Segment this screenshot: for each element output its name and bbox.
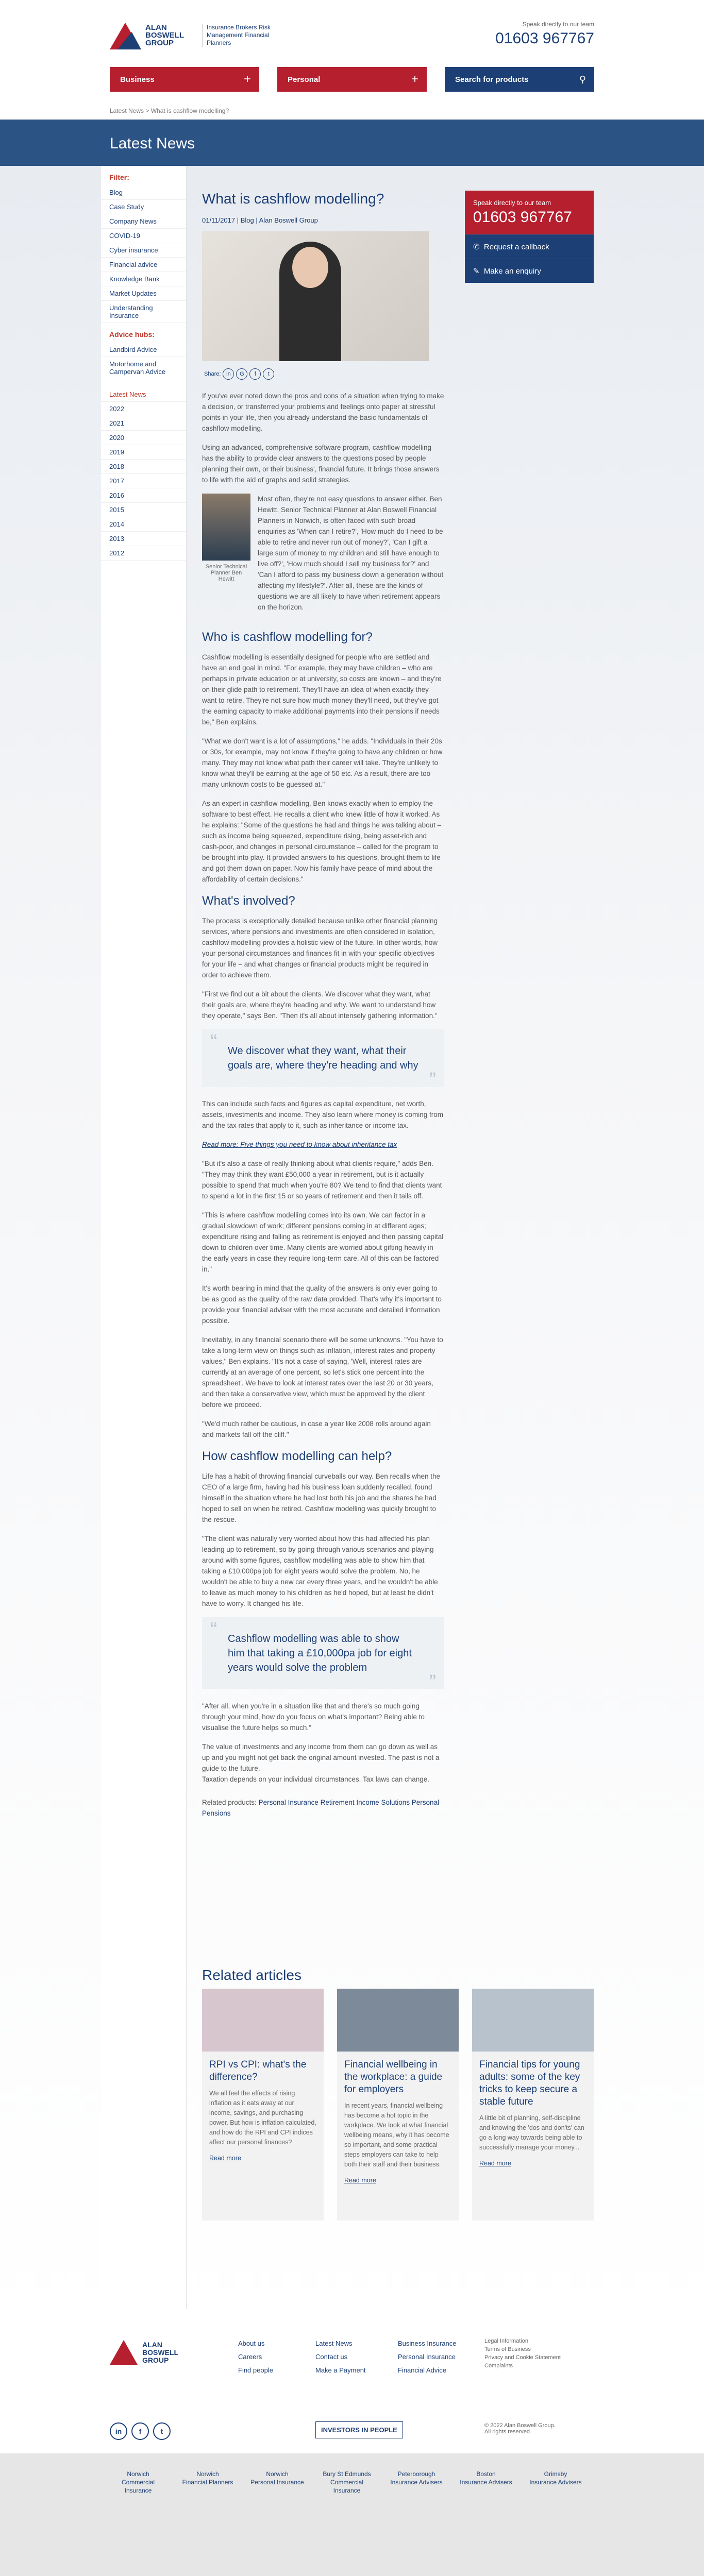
article-category[interactable]: Blog bbox=[240, 216, 254, 224]
share-bar bbox=[202, 368, 444, 380]
page-title: Latest News bbox=[110, 135, 195, 152]
paragraph: "This is where cashflow modelling comes into its own. We can factor in a gradual slowdown of work; different pensions coming in at different ages; expenditure rising and falling as retirement is enjoyed and then passing capital down to children over time. Many clients are worried about gifting heavily in the early years in case they require long-term care. All of this can be factored in." bbox=[202, 1211, 444, 1273]
brand-tagline: Insurance Brokers Risk Management Financial Planners bbox=[202, 24, 284, 47]
office-town: Bury St Edmunds bbox=[323, 2470, 371, 2478]
search-icon[interactable]: ⚲ bbox=[579, 74, 586, 84]
plus-icon: + bbox=[411, 72, 418, 86]
main-nav bbox=[110, 67, 594, 92]
card-title[interactable]: RPI vs CPI: what's the difference? bbox=[209, 2059, 307, 2082]
pull-quote bbox=[202, 1617, 444, 1693]
sidebar-year-item[interactable]: 2014 bbox=[101, 517, 186, 532]
linkedin-icon[interactable]: in bbox=[223, 368, 234, 380]
paragraph: Using an advanced, comprehensive software program, cashflow modelling has the ability to provide clear answers to the questions posed by people planning their own, or their business', financial future. It brings those answers to life with the aid of graphs and solid strategies. bbox=[202, 444, 440, 484]
paragraph: The process is exceptionally detailed because unlike other financial planning services, where pensions and investments are often considered in isolation, cashflow modelling provides a holistic view of the future. In other words, how your personal circumstances and finances fit in with your specific objectives for your life – and what changes or financial products might be required in order to achieve them. bbox=[202, 917, 438, 979]
office-type: Insurance Advisers bbox=[529, 2479, 582, 2486]
paragraph: As an expert in cashflow modelling, Ben knows exactly when to employ the software to best effect. He recalls a client who knew little of how it worked. As he explains: "Some of the questions he had and things he was talking about – such as income being squeezed, expenditure rising, being asset-rich and cash-poor, and changes in personal circumstance – called for the program to be brought into play. It provided answers to his questions, brought them to life and got them down on paper. Now his family have peace of mind about the affordability of certain decisions." bbox=[202, 800, 442, 883]
card-title[interactable]: Financial tips for young adults: some of the key tricks to keep secure a stable future bbox=[479, 2059, 580, 2107]
footer-col-2 bbox=[315, 2337, 366, 2377]
cta-speak-label: Speak directly to our team bbox=[473, 199, 551, 207]
person-face bbox=[292, 247, 328, 288]
profile-block bbox=[202, 494, 444, 621]
quote-close-icon: ” bbox=[429, 1671, 436, 1693]
paragraph: "The client was naturally very worried about how this had affected his plan leading up to retirement, so by going through various scenarios and playing around with some figures, cashflow modelling was able to show him that taking a £10,000pa job for eight years would solve the problem. No, he wouldn't be able to buy a new car every three years, and he wouldn't be able to leave as much money to his children as he'd hoped, but at least he didn't have to worry. It changed his life. bbox=[202, 1535, 438, 1607]
office-town: Grimsby bbox=[544, 2470, 567, 2478]
article-photo bbox=[202, 231, 429, 361]
sidebar bbox=[101, 166, 187, 2309]
quote-close-icon: ” bbox=[429, 1069, 436, 1091]
filter-heading: Filter: bbox=[109, 173, 129, 181]
sidebar-item[interactable]: Case Study bbox=[101, 200, 186, 214]
search-input[interactable] bbox=[445, 67, 594, 92]
office-type: Personal Insurance bbox=[250, 2479, 304, 2486]
callback-label: Request a callback bbox=[483, 243, 549, 251]
request-callback-button[interactable] bbox=[465, 234, 594, 259]
offices-bar bbox=[0, 2453, 704, 2576]
footer-link[interactable]: About us bbox=[238, 2340, 265, 2347]
section-heading: Who is cashflow modelling for? bbox=[202, 630, 373, 644]
sidebar-hub-item[interactable]: Motorhome and Campervan Advice bbox=[101, 357, 186, 379]
sidebar-year-item[interactable]: 2017 bbox=[101, 474, 186, 488]
google-icon[interactable]: G bbox=[236, 368, 247, 380]
brand-name[interactable]: ALAN BOSWELL GROUP bbox=[145, 23, 184, 47]
contact-panel bbox=[465, 191, 594, 283]
pull-quote bbox=[202, 1029, 444, 1091]
make-enquiry-button[interactable] bbox=[465, 259, 594, 283]
card-image bbox=[202, 1989, 324, 2052]
breadcrumb bbox=[110, 107, 229, 114]
office-town: Norwich bbox=[127, 2470, 149, 2478]
footer-col-3 bbox=[398, 2337, 456, 2377]
article-author[interactable]: Alan Boswell Group bbox=[259, 216, 318, 224]
sidebar-item[interactable]: COVID-19 bbox=[101, 229, 186, 243]
plus-icon: + bbox=[243, 72, 251, 86]
article-title: What is cashflow modelling? bbox=[202, 191, 384, 207]
card-read-more[interactable]: Read more bbox=[479, 2160, 511, 2167]
paragraph: Life has a habit of throwing financial curveballs our way. Ben recalls when the CEO of a large firm, having had his business loan suddenly recalled, found himself in the situation where he had lost both his job and the shares he had hoped to sell on when he retired. Cashflow modelling was quickly brought to the rescue. bbox=[202, 1472, 441, 1523]
footer-legal bbox=[484, 2337, 561, 2370]
header-phone[interactable]: 01603 967767 bbox=[495, 30, 594, 47]
office-type: Insurance Advisers bbox=[390, 2479, 443, 2486]
sidebar-item[interactable]: Financial advice bbox=[101, 258, 186, 272]
related-heading: Related articles bbox=[202, 1967, 301, 1983]
footer-brand: ALAN BOSWELL GROUP bbox=[142, 2341, 178, 2364]
nav-personal-button[interactable] bbox=[277, 67, 427, 92]
paragraph: It's worth bearing in mind that the quality of the answers is only ever going to be as good as the quality of the raw data provided. That's why it's important to provide your financial adviser with the most accurate and detailed information possible. bbox=[202, 1284, 442, 1325]
office-town: Boston bbox=[476, 2470, 496, 2478]
copyright: © 2022 Alan Boswell Group. All rights reserved bbox=[484, 2422, 556, 2435]
card-title[interactable]: Financial wellbeing in the workplace: a guide for employers bbox=[344, 2059, 443, 2095]
sidebar-year-item[interactable]: 2022 bbox=[101, 402, 186, 416]
related-products-label: Related products: bbox=[202, 1799, 257, 1806]
card-image bbox=[337, 1989, 459, 2052]
sidebar-year-item[interactable]: Latest News bbox=[101, 387, 186, 402]
sidebar-hub-item[interactable]: Landbird Advice bbox=[101, 343, 186, 357]
linkedin-icon[interactable]: in bbox=[110, 2422, 127, 2440]
footer-link[interactable]: Careers bbox=[238, 2353, 262, 2361]
office-type: Insurance Advisers bbox=[460, 2479, 512, 2486]
footer-link[interactable]: Find people bbox=[238, 2366, 273, 2374]
phone-icon: ✆ bbox=[473, 243, 480, 251]
sidebar-year-item[interactable]: 2021 bbox=[101, 416, 186, 431]
share-label: Share: bbox=[204, 371, 221, 377]
office-type: Commercial Insurance bbox=[121, 2479, 155, 2494]
legal-link[interactable]: Privacy and Cookie Statement bbox=[484, 2354, 561, 2361]
filter-list bbox=[101, 185, 186, 323]
nav-business-label: Business bbox=[120, 75, 155, 84]
paragraph: "After all, when you're in a situation like that and there's so much going through your mind, how do you focus on what's important? Being able to visualise the future helps so much." bbox=[202, 1702, 425, 1732]
sidebar-year-item[interactable]: 2020 bbox=[101, 431, 186, 445]
footer-link[interactable]: Business Insurance bbox=[398, 2340, 457, 2347]
office-type: Financial Planners bbox=[182, 2479, 233, 2486]
twitter-icon[interactable]: t bbox=[263, 368, 274, 380]
quote-open-icon: “ bbox=[210, 1030, 217, 1053]
sidebar-item[interactable]: Company News bbox=[101, 214, 186, 229]
article-card[interactable] bbox=[337, 1989, 459, 2221]
sidebar-year-item[interactable]: 2015 bbox=[101, 503, 186, 517]
quote-text: We discover what they want, what their goals are, where they're heading and why bbox=[228, 1045, 418, 1071]
card-read-more[interactable]: Read more bbox=[209, 2155, 241, 2162]
page-hero bbox=[0, 120, 704, 166]
article-meta: 01/11/2017 | Blog | Alan Boswell Group bbox=[202, 216, 318, 224]
footer-link[interactable]: Personal Insurance bbox=[398, 2353, 456, 2361]
disclaimer: The value of investments and any income from them can go down as well as up and you might not get back the original amount invested. The past is not a guide to the future. bbox=[202, 1743, 440, 1772]
office-town: Norwich bbox=[196, 2470, 219, 2478]
breadcrumb-parent[interactable]: Latest News bbox=[110, 107, 144, 114]
office-town: Peterborough bbox=[397, 2470, 435, 2478]
office-type: Commercial Insurance bbox=[330, 2479, 363, 2494]
facebook-icon[interactable]: f bbox=[249, 368, 261, 380]
paragraph: This can include such facts and figures as capital expenditure, net worth, assets, investments and income. They also learn where money is coming from and the tax rates that apply to it, such as inheritance or income tax. bbox=[202, 1100, 443, 1129]
footer-logo[interactable] bbox=[110, 2340, 138, 2365]
paragraph: "But it's also a case of really thinking about what clients require," adds Ben. "They may think they want £50,000 a year in retirement, but is it actually possible to spend that much when you're 80? We tend to find that clients want to spend a lot in the first 15 or so years of retirement and then it tails off. bbox=[202, 1160, 442, 1200]
office-link[interactable] bbox=[179, 2470, 236, 2486]
nav-personal-label: Personal bbox=[288, 75, 321, 84]
card-image bbox=[472, 1989, 594, 2052]
header-phone-block bbox=[495, 21, 594, 47]
footer-link[interactable]: Latest News bbox=[315, 2340, 353, 2347]
paragraph: "We'd much rather be cautious, in case a year like 2008 rolls around again and markets fall off the cliff." bbox=[202, 1420, 431, 1438]
legal-link[interactable]: Terms of Business bbox=[484, 2346, 531, 2352]
card-text: We all feel the effects of rising inflation as it eats away at our income, savings, and purchasing power. But how is inflation calculated, and how do the RPI and CPI indices affect our personal finances? bbox=[209, 2090, 316, 2146]
paragraph: Most often, they're not easy questions to answer either. Ben Hewitt, Senior Technical Planner at Alan Boswell Financial Planners in Norwich, is often faced with such broad enquiries as 'When can I retire?', 'How much do I need to be able to retire and never run out of money?', 'Can I gift a large sum of money to my children and still have enough to live off?', 'How much should I sell my business for?' and 'Can I afford to pass my business down a generation without affecting my lifestyle?'. After all, these are the kinds of questions we are all likely to have when retirement appears on the horizon. bbox=[258, 495, 444, 611]
article-date: 01/11/2017 bbox=[202, 216, 236, 224]
sidebar-year-item[interactable]: 2019 bbox=[101, 445, 186, 460]
card-text: A little bit of planning, self-discipline and knowing the 'dos and don'ts' can go a long way towards being able to successfully manage your money... bbox=[479, 2114, 584, 2151]
sidebar-item[interactable]: Understanding Insurance bbox=[101, 301, 186, 323]
office-link[interactable] bbox=[110, 2470, 166, 2495]
legal-link[interactable]: Complaints bbox=[484, 2363, 513, 2369]
advice-hubs-heading: Advice hubs: bbox=[109, 330, 155, 338]
social-links bbox=[110, 2422, 175, 2440]
footer-col-1 bbox=[238, 2337, 273, 2377]
paragraph: "What we don't want is a lot of assumptions," he adds. "Individuals in their 20s or 30s, for example, may not know if they're going to have any children or how many. They may not know what path their career will take. They're unlikely to know what they'll be earning at the age of 50 etc. As a result, there are too many unknown costs to be guessed at." bbox=[202, 737, 443, 788]
office-link[interactable] bbox=[527, 2470, 584, 2486]
footer-link[interactable]: Make a Payment bbox=[315, 2366, 366, 2374]
footer bbox=[0, 2330, 704, 2576]
sidebar-item[interactable]: Blog bbox=[101, 185, 186, 200]
twitter-icon[interactable]: t bbox=[153, 2422, 171, 2440]
sidebar-year-item[interactable]: 2013 bbox=[101, 532, 186, 546]
office-link[interactable] bbox=[458, 2470, 514, 2486]
sidebar-year-item[interactable]: 2012 bbox=[101, 546, 186, 561]
related-articles bbox=[202, 1958, 594, 2184]
sidebar-year-item[interactable]: 2018 bbox=[101, 460, 186, 474]
section-heading: What's involved? bbox=[202, 894, 295, 908]
breadcrumb-separator: > bbox=[145, 107, 149, 114]
paragraph: "First we find out a bit about the clients. We discover what they want, what their goals are, where they're heading and why. We want to understand how they operate," says Ben. "Then it's all about intensely gathering information." bbox=[202, 990, 438, 1020]
paragraph: Inevitably, in any financial scenario there will be some unknowns. "You have to take a long-term view on things such as inflation, interest rates and property values," Ben explains. "It's not a case of saying, 'Well, interest rates are currently at an average of one percent, so let's stick one percent into the spreadsheet'. We have to look at interest rates over the last 20 or 30 years, and then take a conservative view, which must be approved by the client before we proceed. bbox=[202, 1336, 443, 1409]
footer-link[interactable]: Contact us bbox=[315, 2353, 348, 2361]
sidebar-item[interactable]: Market Updates bbox=[101, 286, 186, 301]
article-card[interactable] bbox=[472, 1989, 594, 2221]
related-products bbox=[202, 1797, 444, 1819]
facebook-icon[interactable]: f bbox=[131, 2422, 149, 2440]
office-link[interactable] bbox=[249, 2470, 306, 2486]
breadcrumb-current: What is cashflow modelling? bbox=[150, 107, 229, 114]
profile-card bbox=[202, 494, 250, 621]
sidebar-item[interactable]: Cyber insurance bbox=[101, 243, 186, 258]
cta-phone-block bbox=[465, 191, 594, 234]
disclaimer: Taxation depends on your individual circumstances. Tax laws can change. bbox=[202, 1775, 430, 1783]
paragraph: Cashflow modelling is essentially designed for people who are settled and have an end goal in mind. "For example, they may have children – who are perhaps in private education or at university, so costs are known – and they're on their glide path to retirement. They'll have an idea of when exactly they want to retire. They're not sure how much money they'll need, but they've got the earning capacity to make additional payments into their pensions if needs be," Ben explains. bbox=[202, 653, 442, 726]
cta-phone[interactable]: 01603 967767 bbox=[473, 209, 572, 226]
section-heading: How cashflow modelling can help? bbox=[202, 1449, 392, 1463]
office-link[interactable] bbox=[388, 2470, 445, 2486]
profile-photo bbox=[202, 494, 250, 561]
investors-in-people-badge: INVESTORS IN PEOPLE bbox=[315, 2421, 403, 2438]
sidebar-year-item[interactable]: 2016 bbox=[101, 488, 186, 503]
paragraph: If you've ever noted down the pros and cons of a situation when trying to make a decision, or transferred your problems and feelings onto paper at stressful points in your life, then you already understand the basic fundamentals of cashflow modelling. bbox=[202, 392, 444, 432]
enquiry-label: Make an enquiry bbox=[483, 267, 541, 276]
article bbox=[202, 191, 444, 1827]
read-more-link[interactable]: Read more: Five things you need to know about inheritance tax bbox=[202, 1141, 397, 1148]
footer-link[interactable]: Financial Advice bbox=[398, 2366, 446, 2374]
office-link[interactable] bbox=[319, 2470, 375, 2495]
quote-open-icon: “ bbox=[210, 1618, 217, 1641]
legal-link[interactable]: Legal Information bbox=[484, 2338, 528, 2344]
quote-text: Cashflow modelling was able to show him that taking a £10,000pa job for eight years would solve the problem bbox=[228, 1633, 412, 1673]
card-text: In recent years, financial wellbeing has become a hot topic in the workplace. We look at what financial wellbeing means, why it has become so important, and some practical steps employers can take to help both their staff and their business. bbox=[344, 2102, 449, 2168]
article-card[interactable] bbox=[202, 1989, 324, 2221]
profile-caption: Senior Technical Planner Ben Hewitt bbox=[202, 561, 250, 585]
speak-label: Speak directly to our team bbox=[522, 21, 594, 28]
sidebar-item[interactable]: Knowledge Bank bbox=[101, 272, 186, 286]
office-town: Norwich bbox=[266, 2470, 289, 2478]
nav-business-button[interactable] bbox=[110, 67, 259, 92]
related-products-links[interactable]: Personal Insurance Retirement Income Solutions Personal Pensions bbox=[202, 1799, 440, 1817]
chat-icon: ✎ bbox=[473, 267, 480, 276]
search-placeholder: Search for products bbox=[455, 75, 529, 84]
card-read-more[interactable]: Read more bbox=[344, 2177, 376, 2184]
